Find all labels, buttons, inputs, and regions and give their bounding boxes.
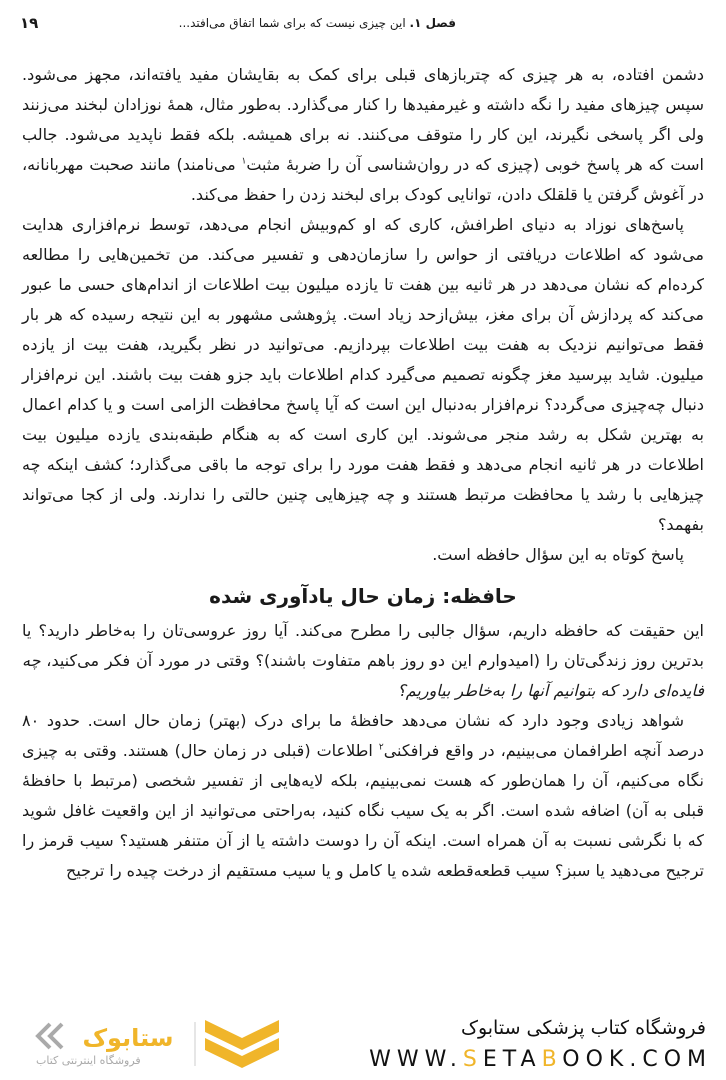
paragraph (22, 706, 704, 886)
url-part: B (541, 1047, 563, 1072)
paragraph-text: می‌نامند) مانند صحبت مهربانانه، در آغوش گرفتن یا قلقلک دادن، توانایی کودک برای لبخند زدن را حفظ می‌کند. (22, 155, 704, 204)
paragraph-text: اطلاعات (قبلی در زمان حال) هستند. وقتی به چیزی نگاه می‌کنیم، آن را همان‌طور که هست نمی‌بینیم، بلکه لایه‌هایی از تفسیر شخصی (مرتبط با حافظهٔ قبلی به آن) اضافه شده است. اگر به یک سیب نگاه کنید، به‌راحتی می‌توانید از این واقعیت غافل شوید که با نگرشی نسبت به آن همراه است. اینکه آن را دوست داشته یا از آن متنفر هستید؟ سیب قرمز را ترجیح می‌دهید یا سبز؟ سیب قطعه‌قطعه شده یا کامل و یا سیب مستقیم از درخت چیده را ترجیح (22, 741, 704, 880)
store-url (369, 1046, 712, 1074)
chevron-logo-icon (205, 1020, 279, 1068)
footnote-marker: ۱ (241, 156, 247, 167)
italic-question: چه فایده‌ای دارد که بتوانیم آنها را به‌خاطر بیاوریم؟ (22, 651, 704, 700)
page-body (22, 60, 704, 886)
logo-text: ستابوک (82, 1024, 174, 1052)
paragraph (22, 616, 704, 706)
chapter-label: فصل ۱. (409, 16, 456, 30)
footnote-marker: ۲ (378, 742, 384, 753)
running-title (179, 16, 456, 30)
page-number: ۱۹ (20, 14, 39, 32)
paragraph: پاسخ‌های نوزاد به دنیای اطرافش، کاری که او کم‌وبیش انجام می‌دهد، توسط نرم‌افزاری هدایت می‌شود که اطلاعات دریافتی از حواس را سازمان‌دهی و تفسیر می‌کند. من تخمین‌هایی را مطالعه کرده‌ام که نشان می‌دهد در هر ثانیه بین هفت تا یازده میلیون بیت اطلاعات از اندام‌های حسی ما عبور می‌کند که پردازش آن برای مغز، بیش‌ازحد زیاد است. پژوهشی مشهور به این نتیجه رسیده که هر بار فقط می‌توانیم نزدیک به هفت بیت اطلاعات بپردازیم. می‌توانید در نظر بگیرید، هفت بیت از یازده میلیون. شاید بپرسید مغز چگونه تصمیم می‌گیرد کدام اطلاعات باید جزو هفت بیت باشند. این نرم‌افزار دنبال چه‌چیزی می‌گردد؟ نرم‌افزار به‌دنبال این است که آیا پاسخ محافظت الزامی است و یا کدام اعمال به بهترین شکل به رشد منجر می‌شوند. این کاری است که به هنگام طبقه‌بندی یازده میلیون بیت اطلاعات در هر ثانیه انجام می‌دهد و فقط هفت مورد را برای توجه ما باقی می‌گذارد؛ کشف اینکه چه چیزهایی با رشد یا محافظت مرتبط هستند و چه چیزهایی چنین حالتی را ندارند. ولی از کجا می‌تواند بفهمد؟ (22, 215, 704, 534)
store-banner (0, 1008, 726, 1080)
url-part: WWW. (369, 1047, 463, 1072)
paragraph (22, 60, 704, 210)
paragraph-text: دشمن افتاده، به هر چیزی که چتربازهای قبلی برای کمک به بقایشان مفید یافته‌اند، مجهز می‌شود. سپس چیزهای مفید را نگه داشته و غیرمفیدها را کنار می‌گذارد. به‌طور مثال، همهٔ نوزادان لبخند می‌زنند ولی اگر پاسخی نگیرند، این کار را متوقف می‌کنند. نه برای همیشه. بلکه فقط ناپدید می‌شود. جالب است که هر پاسخ خوبی (چیزی که در روان‌شناسی آن را ضربهٔ مثبت (22, 65, 704, 174)
double-chevron-icon (38, 1024, 62, 1048)
store-name: فروشگاه کتاب پزشکی ستابوک (460, 1017, 706, 1039)
paragraph-text: شواهد زیادی وجود دارد که نشان می‌دهد حافظهٔ ما برای درک (بهتر) زمان حال است. حدود ۸۰ درصد آنچه اطرافمان می‌بینیم، در واقع فرافکنی (22, 711, 705, 760)
paragraph-text: این حقیقت که حافظه داریم، سؤال جالبی را مطرح می‌کند. آیا روز عروسی‌تان را به‌خاطر دارید؟ یا بدترین روز زندگی‌تان را (امیدوارم این دو روز باهم متفاوت باشند)؟ وقتی در مورد آن فکر می‌کنید، (22, 621, 704, 670)
page-header (0, 10, 726, 40)
url-part: ETA (482, 1047, 542, 1072)
section-heading: حافظه: زمان حال یادآوری شده (209, 584, 517, 608)
url-part: S (462, 1047, 483, 1072)
logo-subtitle: فروشگاه اینترنتی کتاب (36, 1054, 141, 1067)
url-part: OOK.COM (562, 1047, 712, 1072)
paragraph: پاسخ کوتاه به این سؤال حافظه است. (432, 545, 684, 564)
chapter-title: این چیزی نیست که برای شما اتفاق می‌افتد... (178, 16, 406, 30)
